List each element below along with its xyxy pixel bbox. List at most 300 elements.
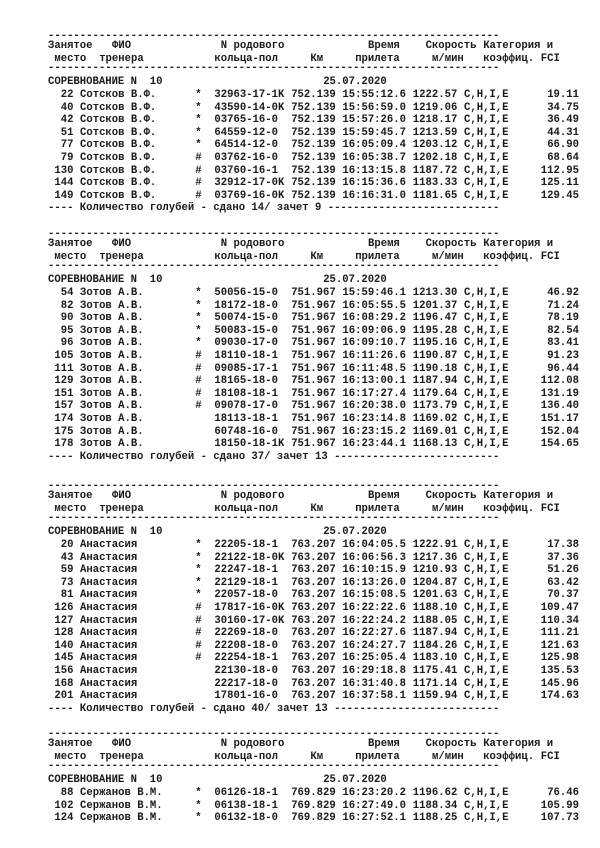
place-value: 77 (60, 139, 74, 152)
col-time-header: Время (368, 40, 400, 52)
category-value: C,H,I,E (464, 438, 509, 451)
mark-symbol: # (195, 627, 202, 640)
mark-symbol: # (195, 177, 202, 190)
col-speed-header: Скорость (425, 238, 477, 250)
place-value: 111 (54, 362, 74, 375)
place-value: 168 (54, 677, 74, 690)
distance-km: 752.139 (291, 152, 336, 164)
fci-value: 151.17 (540, 413, 579, 425)
trainer-name: Зотов А.В. (80, 324, 144, 337)
speed-value: 1213.30 (412, 287, 458, 299)
category-value: C,H,I,E (464, 627, 509, 640)
ring-number: 03762-16-0 (214, 152, 278, 164)
col-fio-header: ФИО (112, 238, 132, 250)
col-ring-header: N родового (220, 238, 285, 250)
place-value: 201 (54, 690, 74, 703)
col-km-header: Км (310, 53, 324, 65)
ring-number: 03760-16-1 (214, 164, 278, 177)
mark-symbol: * (195, 114, 202, 127)
trainer-name: Зотов А.В. (80, 337, 144, 350)
ring-number: 18150-18-1K (214, 438, 285, 451)
speed-value: 1175.41 (412, 665, 458, 677)
col-ring-header-2: кольца-пол (214, 751, 278, 763)
place-value: 96 (60, 337, 74, 350)
distance-km: 751.967 (291, 438, 336, 451)
distance-km: 769.829 (291, 812, 336, 825)
category-value: C,H,I,E (464, 189, 509, 202)
col-speed-header: Скорость (425, 738, 477, 750)
trainer-name: Анастасия (80, 576, 138, 589)
speed-value: 1187.94 (412, 627, 458, 640)
mark-symbol: * (195, 312, 202, 325)
ring-number: 09078-17-0 (214, 400, 278, 413)
place-value: 126 (54, 602, 74, 614)
ring-number: 17801-16-0 (214, 690, 278, 703)
mark-symbol: # (195, 164, 202, 177)
mark-symbol: * (195, 299, 202, 312)
distance-km: 763.207 (291, 576, 336, 589)
distance-km: 763.207 (291, 652, 336, 665)
pigeons-summary: ---- Количество голубей - сдано 40/ зачет 13 -------------------------- (48, 702, 500, 715)
fci-value: 107.73 (540, 812, 579, 825)
trainer-name: Сержанов В.М. (80, 812, 163, 825)
arrival-time: 16:27:49.0 (342, 799, 406, 812)
speed-value: 1218.17 (412, 114, 458, 127)
col-category-header: Категория и (483, 40, 554, 52)
mark-symbol: * (195, 564, 202, 577)
col-fio-header: ФИО (112, 40, 132, 52)
arrival-time: 15:59:45.7 (342, 126, 406, 139)
mark-symbol: # (195, 387, 202, 400)
arrival-time: 16:22:24.2 (342, 614, 406, 627)
trainer-name: Анастасия (80, 677, 138, 690)
ring-number: 22205-18-1 (214, 539, 278, 551)
arrival-time: 16:23:15.2 (342, 425, 406, 438)
trainer-name: Зотов А.В. (80, 312, 144, 325)
ring-number: 18172-18-0 (214, 299, 278, 312)
place-value: 81 (60, 589, 74, 602)
speed-value: 1187.94 (412, 375, 458, 388)
divider-line: ----------------------------------------------------------------------- (48, 760, 500, 772)
mark-symbol: * (195, 589, 202, 602)
distance-km: 763.207 (291, 589, 336, 602)
competition-date: 25.07.2020 (323, 274, 387, 286)
place-value: 20 (60, 539, 74, 551)
speed-value: 1183.33 (412, 177, 458, 190)
place-value: 54 (60, 287, 74, 299)
divider-line: ----------------------------------------------------------------------- (48, 728, 500, 740)
speed-value: 1187.72 (412, 164, 458, 177)
col-fci-header: FCI (540, 53, 560, 65)
mark-symbol: * (195, 139, 202, 152)
mark-symbol: * (195, 799, 202, 812)
speed-value: 1202.18 (412, 152, 458, 164)
mark-symbol: * (195, 539, 202, 551)
arrival-time: 16:23:44.1 (342, 438, 406, 451)
fci-value: 34.75 (547, 101, 579, 114)
trainer-name: Сотсков В.Ф. (80, 139, 157, 152)
fci-value: 125.11 (540, 177, 579, 190)
distance-km: 763.207 (291, 564, 336, 577)
place-value: 73 (60, 576, 74, 589)
speed-value: 1168.13 (412, 438, 458, 451)
col-category-header-2: коэффиц. (483, 503, 535, 515)
mark-symbol: # (195, 614, 202, 627)
ring-number: 32963-17-1K (214, 89, 285, 101)
fci-value: 71.24 (547, 299, 579, 312)
speed-value: 1217.36 (412, 551, 458, 564)
ring-number: 17817-16-0K (214, 602, 285, 614)
place-value: 127 (54, 614, 74, 627)
distance-km: 751.967 (291, 324, 336, 337)
fci-value: 111.21 (540, 627, 579, 640)
col-time-header-2: прилета (355, 251, 400, 263)
fci-value: 121.63 (540, 639, 579, 652)
col-fci-header: FCI (540, 503, 560, 515)
speed-value: 1195.28 (412, 324, 458, 337)
trainer-name: Сержанов В.М. (80, 787, 163, 799)
distance-km: 751.967 (291, 287, 336, 299)
arrival-time: 16:06:56.3 (342, 551, 406, 564)
col-category-header-2: коэффиц. (483, 53, 535, 65)
trainer-name: Сотсков В.Ф. (80, 89, 157, 101)
ring-number: 22254-18-1 (214, 652, 278, 665)
category-value: C,H,I,E (464, 139, 509, 152)
fci-value: 131.19 (540, 387, 579, 400)
distance-km: 752.139 (291, 164, 336, 177)
arrival-time: 16:08:29.2 (342, 312, 406, 325)
category-value: C,H,I,E (464, 602, 509, 614)
col-ring-header: N родового (220, 40, 285, 52)
col-time-header-2: прилета (355, 53, 400, 65)
distance-km: 763.207 (291, 677, 336, 690)
col-km-header: Км (310, 503, 324, 515)
col-category-header-2: коэффиц. (483, 751, 535, 763)
speed-value: 1184.26 (412, 639, 458, 652)
distance-km: 751.967 (291, 337, 336, 350)
speed-value: 1222.57 (412, 89, 458, 101)
distance-km: 763.207 (291, 602, 336, 614)
fci-value: 68.64 (547, 152, 579, 164)
mark-symbol: # (195, 400, 202, 413)
col-speed-header: Скорость (425, 490, 477, 502)
mark-symbol: * (195, 787, 202, 799)
arrival-time: 16:15:08.5 (342, 589, 406, 602)
trainer-name: Сотсков В.Ф. (80, 126, 157, 139)
category-value: C,H,I,E (464, 614, 509, 627)
trainer-name: Зотов А.В. (80, 413, 144, 425)
category-value: C,H,I,E (464, 299, 509, 312)
competition-title: СОРЕВНОВАНИЕ N 10 (48, 526, 163, 538)
arrival-time: 16:29:18.8 (342, 665, 406, 677)
arrival-time: 16:16:31.0 (342, 189, 406, 202)
ring-number: 06138-18-1 (214, 799, 278, 812)
trainer-name: Зотов А.В. (80, 375, 144, 388)
ring-number: 64559-12-0 (214, 126, 278, 139)
category-value: C,H,I,E (464, 350, 509, 362)
place-value: 124 (54, 812, 74, 825)
fci-value: 96.44 (547, 362, 579, 375)
trainer-name: Анастасия (80, 690, 138, 703)
arrival-time: 16:24:27.7 (342, 639, 406, 652)
divider-line: ----------------------------------------------------------------------- (48, 480, 500, 492)
speed-value: 1181.65 (412, 189, 458, 202)
trainer-name: Анастасия (80, 589, 138, 602)
place-value: 174 (54, 413, 74, 425)
category-value: C,H,I,E (464, 312, 509, 325)
trainer-name: Анастасия (80, 652, 138, 665)
place-value: 128 (54, 627, 74, 640)
arrival-time: 15:55:12.6 (342, 89, 406, 101)
fci-value: 46.92 (547, 287, 579, 299)
distance-km: 752.139 (291, 126, 336, 139)
speed-value: 1188.10 (412, 602, 458, 614)
place-value: 145 (54, 652, 74, 665)
speed-value: 1201.37 (412, 299, 458, 312)
ring-number: 22122-18-0K (214, 551, 285, 564)
trainer-name: Анастасия (80, 564, 138, 577)
arrival-time: 16:11:26.6 (342, 350, 406, 362)
trainer-name: Сотсков В.Ф. (80, 114, 157, 127)
col-time-header-2: прилета (355, 751, 400, 763)
speed-value: 1179.64 (412, 387, 458, 400)
ring-number: 18113-18-1 (214, 413, 278, 425)
speed-value: 1183.10 (412, 652, 458, 665)
category-value: C,H,I,E (464, 425, 509, 438)
category-value: C,H,I,E (464, 576, 509, 589)
ring-number: 18165-18-0 (214, 375, 278, 388)
ring-number: 64514-12-0 (214, 139, 278, 152)
arrival-time: 16:23:20.2 (342, 787, 406, 799)
mark-symbol: * (195, 89, 202, 101)
divider-line: ----------------------------------------------------------------------- (48, 512, 500, 524)
speed-value: 1195.16 (412, 337, 458, 350)
ring-number: 09085-17-1 (214, 362, 278, 375)
place-value: 59 (60, 564, 74, 577)
col-place-header: Занятое (48, 738, 93, 750)
pigeons-summary: ---- Количество голубей - сдано 37/ зачет 13 -------------------------- (48, 450, 500, 463)
speed-value: 1201.63 (412, 589, 458, 602)
arrival-time: 16:10:15.9 (342, 564, 406, 577)
distance-km: 751.967 (291, 387, 336, 400)
category-value: C,H,I,E (464, 665, 509, 677)
fci-value: 174.63 (540, 690, 579, 703)
trainer-name: Зотов А.В. (80, 299, 144, 312)
trainer-name: Анастасия (80, 665, 138, 677)
category-value: C,H,I,E (464, 324, 509, 337)
fci-value: 125.98 (540, 652, 579, 665)
distance-km: 751.967 (291, 362, 336, 375)
place-value: 178 (54, 438, 74, 451)
divider-line: ----------------------------------------------------------------------- (48, 260, 500, 272)
trainer-name: Зотов А.В. (80, 362, 144, 375)
col-fci-header: FCI (540, 251, 560, 263)
ring-number: 60748-16-0 (214, 425, 278, 438)
fci-value: 135.53 (540, 665, 579, 677)
fci-value: 51.26 (547, 564, 579, 577)
competition-date: 25.07.2020 (323, 774, 387, 786)
place-value: 79 (60, 152, 74, 164)
fci-value: 36.49 (547, 114, 579, 127)
speed-value: 1188.34 (412, 799, 458, 812)
col-place-header: Занятое (48, 490, 93, 502)
place-value: 102 (54, 799, 74, 812)
category-value: C,H,I,E (464, 375, 509, 388)
col-place-header-2: место (54, 251, 87, 263)
fci-value: 63.42 (547, 576, 579, 589)
category-value: C,H,I,E (464, 799, 509, 812)
trainer-name: Сотсков В.Ф. (80, 177, 157, 190)
arrival-time: 16:04:05.5 (342, 539, 406, 551)
trainer-name: Зотов А.В. (80, 400, 144, 413)
speed-value: 1196.62 (412, 787, 458, 799)
fci-value: 37.36 (547, 551, 579, 564)
trainer-name: Сержанов В.М. (80, 799, 163, 812)
speed-value: 1188.25 (412, 812, 458, 825)
fci-value: 82.54 (547, 324, 579, 337)
arrival-time: 16:11:48.5 (342, 362, 406, 375)
speed-value: 1196.47 (412, 312, 458, 325)
distance-km: 751.967 (291, 350, 336, 362)
speed-value: 1222.91 (412, 539, 458, 551)
category-value: C,H,I,E (464, 639, 509, 652)
arrival-time: 16:31:40.8 (342, 677, 406, 690)
category-value: C,H,I,E (464, 690, 509, 703)
place-value: 88 (60, 787, 74, 799)
speed-value: 1204.87 (412, 576, 458, 589)
ring-number: 22208-18-0 (214, 639, 278, 652)
arrival-time: 16:13:15.8 (342, 164, 406, 177)
category-value: C,H,I,E (464, 362, 509, 375)
distance-km: 751.967 (291, 425, 336, 438)
distance-km: 752.139 (291, 139, 336, 152)
trainer-name: Сотсков В.Ф. (80, 189, 157, 202)
place-value: 140 (54, 639, 74, 652)
speed-value: 1169.02 (412, 413, 458, 425)
distance-km: 763.207 (291, 614, 336, 627)
arrival-time: 16:27:52.1 (342, 812, 406, 825)
place-value: 129 (54, 375, 74, 388)
col-category-header-2: коэффиц. (483, 251, 535, 263)
mark-symbol: # (195, 362, 202, 375)
distance-km: 752.139 (291, 101, 336, 114)
arrival-time: 15:56:59.0 (342, 101, 406, 114)
col-place-header: Занятое (48, 238, 93, 250)
category-value: C,H,I,E (464, 812, 509, 825)
col-category-header: Категория и (483, 238, 554, 250)
trainer-name: Анастасия (80, 627, 138, 640)
category-value: C,H,I,E (464, 539, 509, 551)
mark-symbol: # (195, 375, 202, 388)
pigeons-summary: ---- Количество голубей - сдано 14/ зачет 9 --------------------------- (48, 202, 500, 215)
category-value: C,H,I,E (464, 152, 509, 164)
speed-value: 1171.14 (412, 677, 458, 690)
ring-number: 18108-18-1 (214, 387, 278, 400)
trainer-name: Зотов А.В. (80, 425, 144, 438)
category-value: C,H,I,E (464, 551, 509, 564)
col-speed-header-2: м/мин (432, 503, 464, 515)
ring-number: 09030-17-0 (214, 337, 278, 350)
distance-km: 751.967 (291, 413, 336, 425)
fci-value: 83.41 (547, 337, 579, 350)
fci-value: 66.90 (547, 139, 579, 152)
fci-value: 152.04 (540, 425, 579, 438)
ring-number: 22247-18-1 (214, 564, 278, 577)
ring-number: 50083-15-0 (214, 324, 278, 337)
ring-number: 22057-18-0 (214, 589, 278, 602)
competition-date: 25.07.2020 (323, 76, 387, 88)
ring-number: 03765-16-0 (214, 114, 278, 127)
fci-value: 136.40 (540, 400, 579, 413)
trainer-name: Анастасия (80, 614, 138, 627)
col-ring-header-2: кольца-пол (214, 53, 278, 65)
ring-number: 03769-16-0K (214, 189, 285, 202)
category-value: C,H,I,E (464, 400, 509, 413)
mark-symbol: * (195, 126, 202, 139)
fci-value: 129.45 (540, 189, 579, 202)
place-value: 149 (54, 189, 74, 202)
fci-value: 112.08 (540, 375, 579, 388)
place-value: 105 (54, 350, 74, 362)
arrival-time: 16:23:14.8 (342, 413, 406, 425)
divider-line: ----------------------------------------------------------------------- (48, 62, 500, 74)
place-value: 151 (54, 387, 74, 400)
competition-title: СОРЕВНОВАНИЕ N 10 (48, 274, 163, 286)
trainer-name: Сотсков В.Ф. (80, 152, 157, 164)
trainer-name: Зотов А.В. (80, 387, 144, 400)
arrival-time: 16:25:05.4 (342, 652, 406, 665)
col-speed-header-2: м/мин (432, 251, 464, 263)
distance-km: 752.139 (291, 89, 336, 101)
category-value: C,H,I,E (464, 164, 509, 177)
competition-date: 25.07.2020 (323, 526, 387, 538)
distance-km: 763.207 (291, 551, 336, 564)
trainer-name: Зотов А.В. (80, 287, 144, 299)
place-value: 82 (60, 299, 74, 312)
speed-value: 1219.06 (412, 101, 458, 114)
col-ring-header: N родового (220, 490, 285, 502)
col-speed-header: Скорость (425, 40, 477, 52)
col-place-header-2: место (54, 503, 87, 515)
speed-value: 1213.59 (412, 126, 458, 139)
place-value: 175 (54, 425, 74, 438)
arrival-time: 16:09:10.7 (342, 337, 406, 350)
fci-value: 91.23 (547, 350, 579, 362)
category-value: C,H,I,E (464, 677, 509, 690)
ring-number: 22217-18-0 (214, 677, 278, 690)
distance-km: 763.207 (291, 539, 336, 551)
arrival-time: 16:13:26.0 (342, 576, 406, 589)
category-value: C,H,I,E (464, 589, 509, 602)
distance-km: 752.139 (291, 177, 336, 190)
category-value: C,H,I,E (464, 564, 509, 577)
distance-km: 751.967 (291, 312, 336, 325)
distance-km: 763.207 (291, 690, 336, 703)
mark-symbol: * (195, 551, 202, 564)
distance-km: 751.967 (291, 400, 336, 413)
ring-number: 43590-14-0K (214, 101, 285, 114)
arrival-time: 16:22:22.6 (342, 602, 406, 614)
col-fci-header: FCI (540, 751, 560, 763)
mark-symbol: # (195, 350, 202, 362)
mark-symbol: * (195, 812, 202, 825)
fci-value: 105.99 (540, 799, 579, 812)
divider-line: ----------------------------------------------------------------------- (48, 228, 500, 240)
mark-symbol: # (195, 639, 202, 652)
col-ring-header-2: кольца-пол (214, 503, 278, 515)
trainer-name: Сотсков В.Ф. (80, 164, 157, 177)
distance-km: 763.207 (291, 665, 336, 677)
